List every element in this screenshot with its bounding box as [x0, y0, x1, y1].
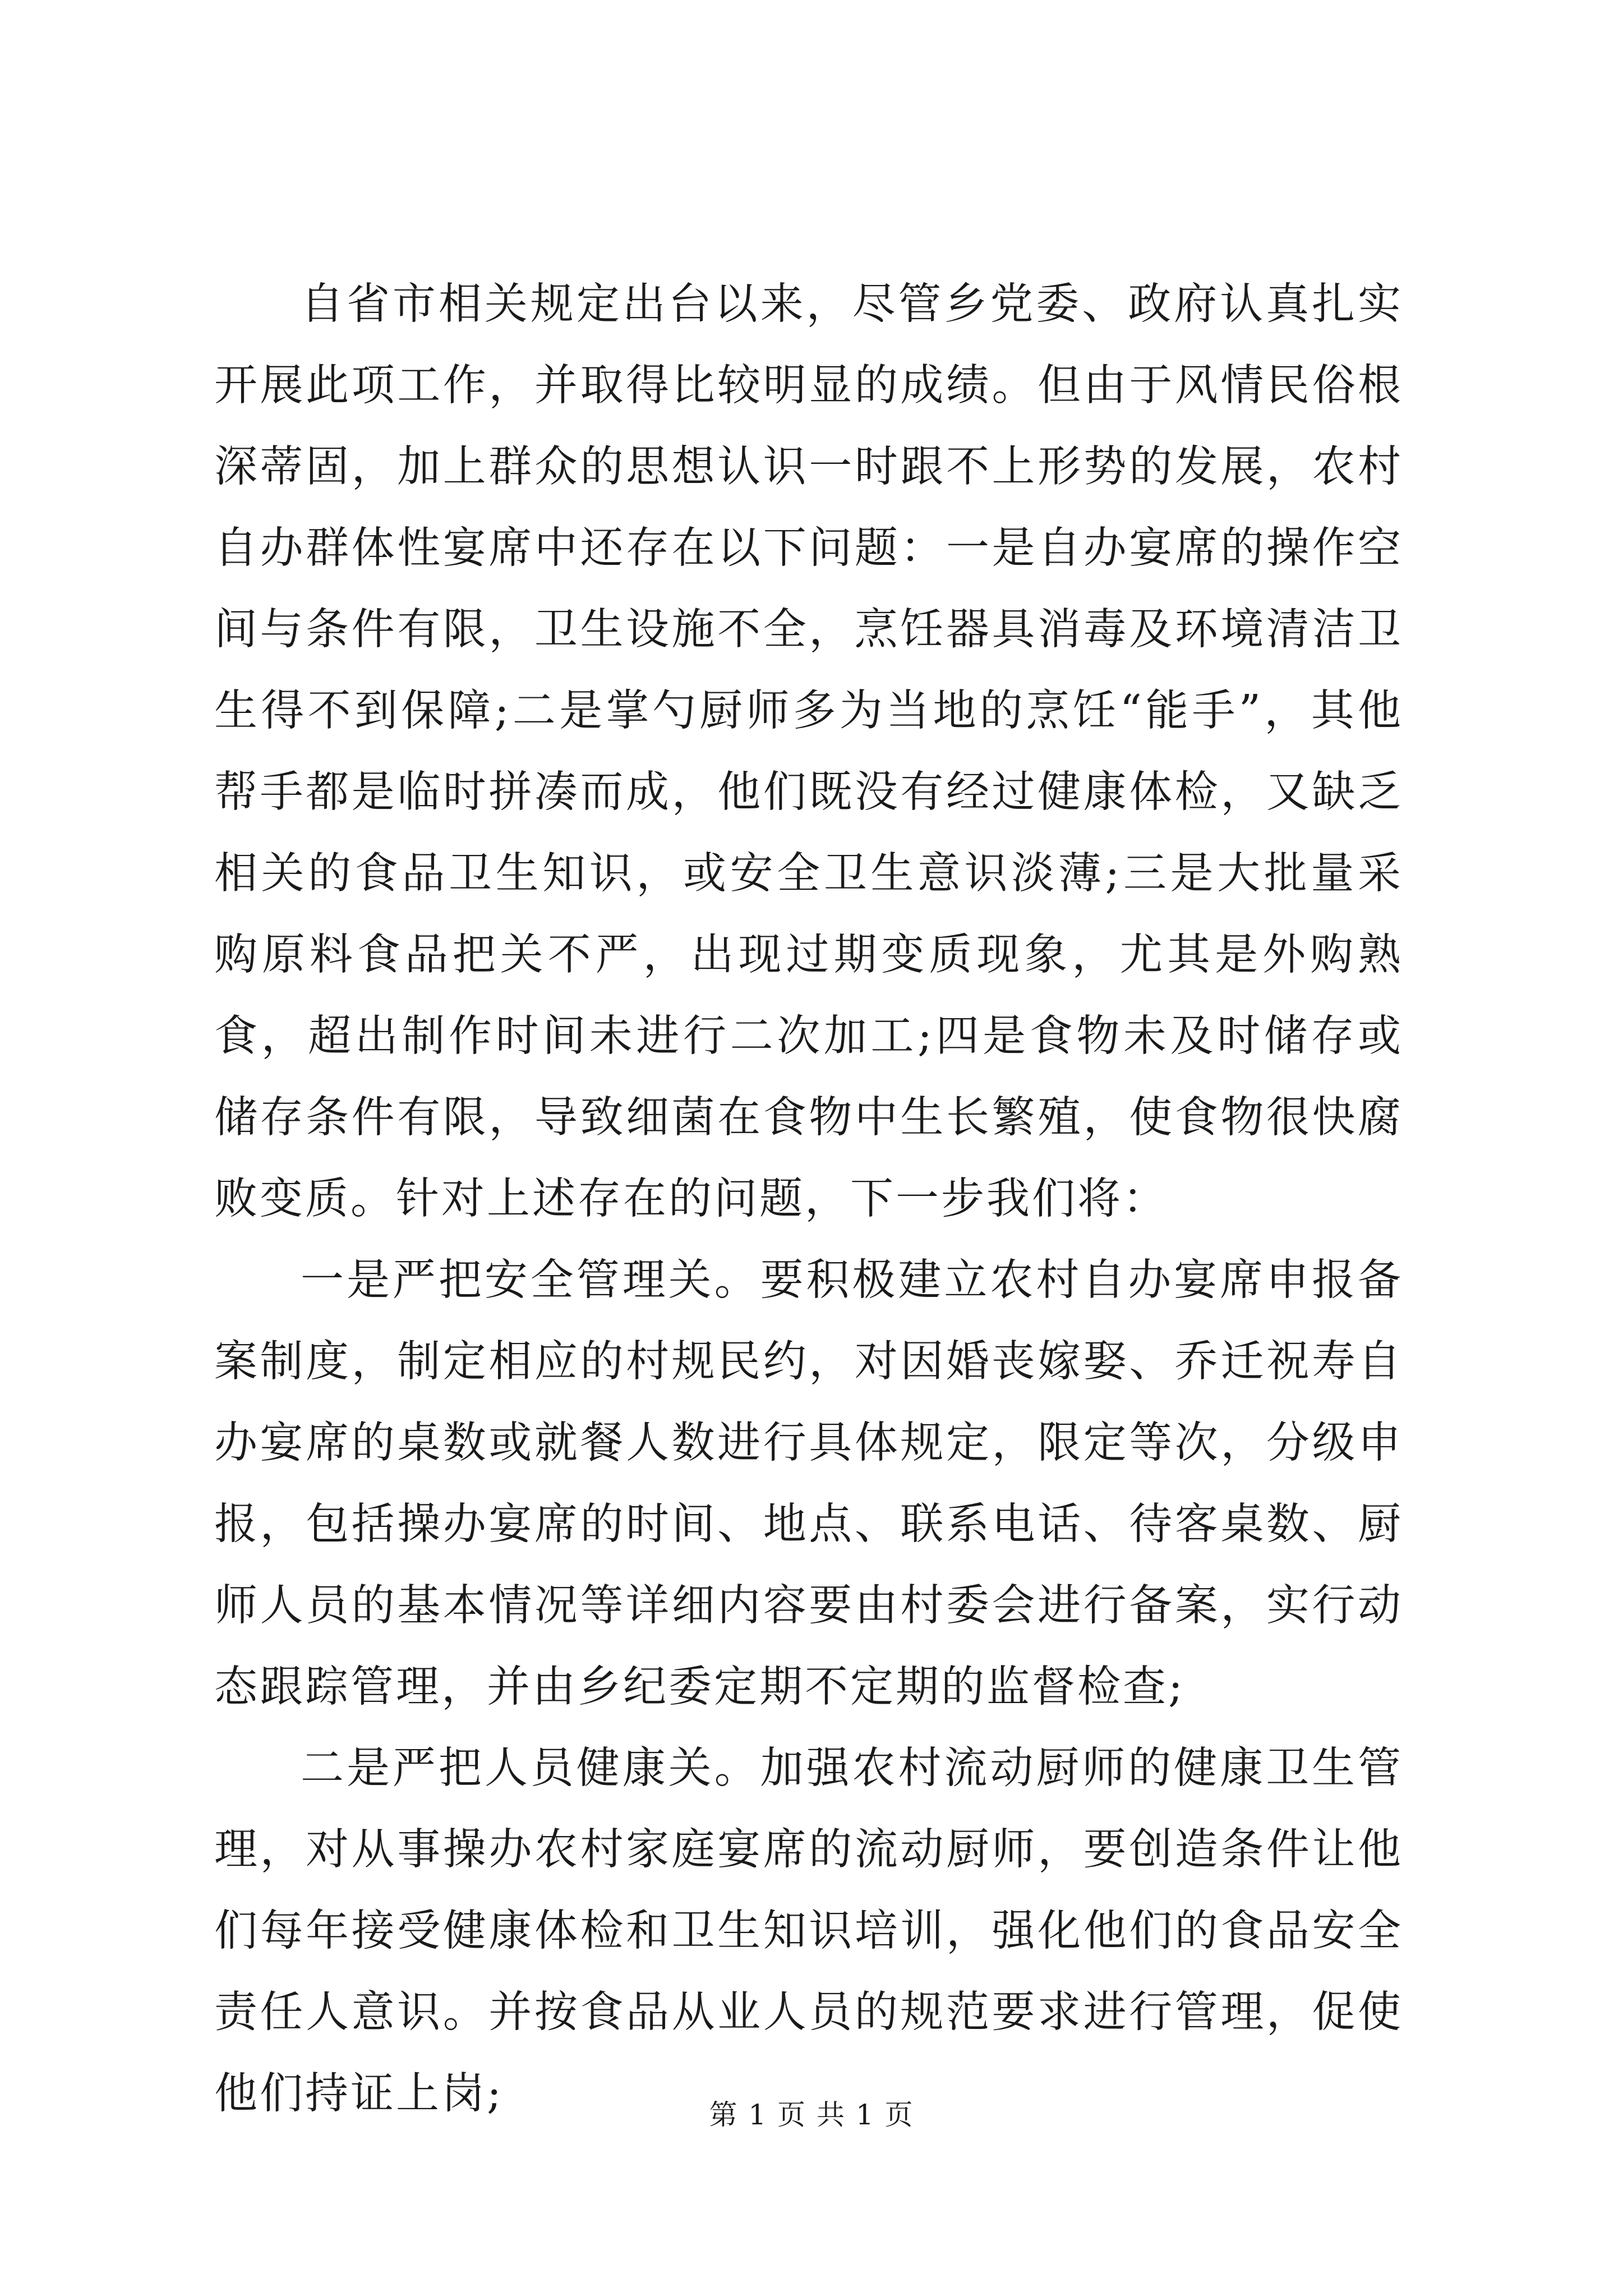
document-body [214, 264, 1403, 2134]
page-number-label: 第 1 页 共 1 页 [709, 2099, 914, 2131]
body-paragraph-1: 自省市相关规定出台以来，尽管乡党委、政府认真扎实开展此项工作，并取得比较明显的成绩。但由于风情民俗根深蒂固，加上群众的思想认识一时跟不上形势的发展，农村自办群体性宴席中还存在以下问题：一是自办宴席的操作空间与条件有限，卫生设施不全，烹饪器具消毒及环境清洁卫生得不到保障;二是掌勺厨师多为当地的烹饪“能手”，其他帮手都是临时拼凑而成，他们既没有经过健康体检，又缺乏相关的食品卫生知识，或安全卫生意识淡薄;三是大批量采购原料食品把关不严，出现过期变质现象，尤其是外购熟食，超出制作时间未进行二次加工;四是食物未及时储存或储存条件有限，导致细菌在食物中生长繁殖，使食物很快腐败变质。针对上述存在的问题，下一步我们将： [214, 279, 1403, 1224]
body-paragraph-2: 一是严把安全管理关。要积极建立农村自办宴席申报备案制度，制定相应的村规民约，对因婚丧嫁娶、乔迁祝寿自办宴席的桌数或就餐人数进行具体规定，限定等次，分级申报，包括操办宴席的时间、地点、联系电话、待客桌数、厨师人员的基本情况等详细内容要由村委会进行备案，实行动态跟踪管理，并由乡纪委定期不定期的监督检查; [214, 1255, 1403, 1712]
page-footer [0, 2095, 1623, 2134]
body-paragraph-3: 二是严把人员健康关。加强农村流动厨师的健康卫生管理，对从事操办农村家庭宴席的流动厨师，要创造条件让他们每年接受健康体检和卫生知识培训，强化他们的食品安全责任人意识。并按食品从业人员的规范要求进行管理，促使他们持证上岗; [214, 1743, 1403, 2119]
